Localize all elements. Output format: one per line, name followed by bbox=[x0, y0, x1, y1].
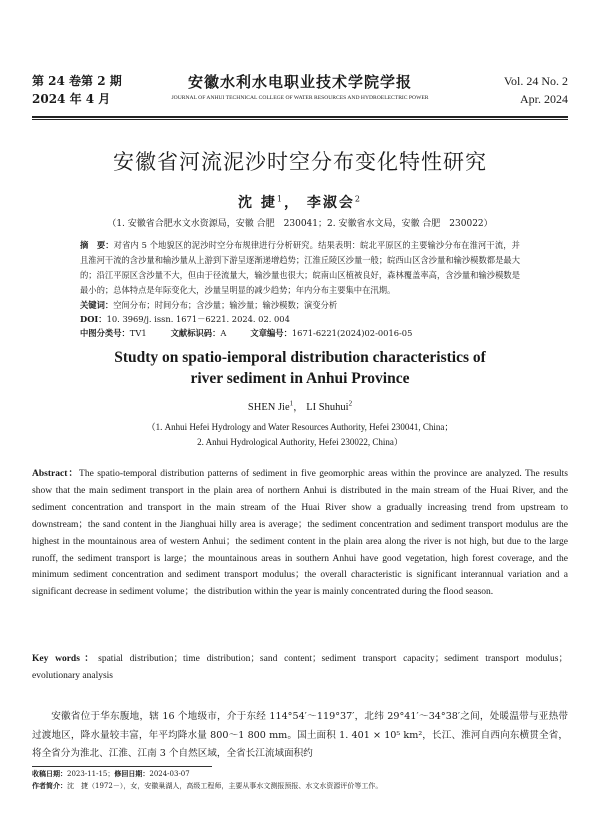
header-rule-thin bbox=[32, 119, 568, 120]
footnote-dates bbox=[32, 768, 568, 780]
received-label: 收稿日期： bbox=[32, 769, 67, 778]
author-2-en-sup: 2 bbox=[348, 399, 353, 408]
revised-value: 2024-03-07 bbox=[149, 770, 190, 778]
received-value: 2023-11-15； bbox=[67, 770, 115, 778]
header-left bbox=[32, 72, 122, 108]
authors-en-sep: ， bbox=[293, 402, 304, 413]
abstract-en bbox=[32, 466, 568, 601]
article-number-value: 1671-6221(2024)02-0016-05 bbox=[291, 328, 413, 338]
paper-title-cn: 安徽省河流泥沙时空分布变化特性研究 bbox=[113, 150, 487, 174]
author-1-en-sup: 1 bbox=[289, 399, 294, 408]
keywords-en-label: Key words： bbox=[32, 654, 99, 664]
date-en: Apr. 2024 bbox=[520, 92, 568, 106]
paper-title-en-line2: river sediment in Anhui Province bbox=[190, 370, 410, 387]
affiliation-en bbox=[0, 420, 600, 450]
doi-line bbox=[80, 312, 520, 326]
body-paragraph: 安徽省位于华东腹地，辖 16 个地级市，介于东经 114°54′～119°37′，北纬 29°41′～34°38′之间，处暖温带与亚热带过渡地区，降水量较丰富，年平均降水量 800～1 800 mm。国土面积 1. 401 × 10⁵ km²，长江、淮河自西向东横贯全省，将全省分为淮北、江淮、江南 3 个自然区域，全省长江流域面积约 bbox=[32, 711, 568, 759]
affiliation-en-line1: （1. Anhui Hefei Hydrology and Water Resources Authority, Hefei 230041, China； bbox=[146, 422, 454, 432]
journal-header bbox=[32, 72, 568, 114]
author-1-cn-sup: 1 bbox=[276, 194, 284, 204]
keywords-cn bbox=[80, 298, 520, 312]
clc-value: TV1 bbox=[129, 328, 147, 338]
article-number-label: 文章编号： bbox=[250, 328, 292, 338]
author-2-cn: 李淑会 bbox=[306, 195, 355, 211]
abstract-cn-label: 摘 要： bbox=[80, 240, 114, 250]
paper-title-en bbox=[0, 347, 600, 389]
journal-name-en: JOURNAL OF ANHUI TECHNICAL COLLEGE OF WATER RESOURCES AND HYDROELECTRIC POWER bbox=[171, 95, 429, 101]
affiliation-en-line2: 2. Anhui Hydrological Authority, Hefei 230022, China） bbox=[197, 437, 403, 447]
author-2-cn-sup: 2 bbox=[354, 194, 362, 204]
journal-name-cn: 安徽水利水电职业技术学院学报 bbox=[187, 73, 412, 91]
author-bio-value: 沈 捷（1972－），女，安徽巢湖人，高级工程师，主要从事水文测报预报、水文水资源评价等工作。 bbox=[67, 782, 383, 790]
authors-cn bbox=[0, 192, 600, 212]
authors-cn-sep: ， bbox=[284, 195, 300, 211]
footnote-rule bbox=[32, 766, 212, 767]
affiliation-cn: （1. 安徽省合肥水文水资源局，安徽 合肥 230041；2. 安徽省水文局，安徽 合肥 230022） bbox=[107, 219, 493, 229]
abstract-en-label: Abstract： bbox=[32, 469, 80, 479]
footnote bbox=[32, 768, 568, 792]
abstract-en-text: The spatio-temporal distribution patterns of sediment in five geomorphic areas within the province are analyzed. The results show that the main sediment transport in the plain area of northern Anhui is distributed in the main stream of the Huai River, and the sediment concentration and transport in the main stream of the Huai River show a gradually increasing trend from upstream to downstream；the sand content in the Jianghuai hilly area is average；the sediment concentration and sediment transport modulus are the highest in the mountainous area of western Anhui；the sediment content in the plain area along the river is not high, but due to the large runoff, the sediment transport is large；the mountainous areas in southern Anhui have good vegetation, high forest coverage, and the minimum sediment concentration and sediment transport modulus；the overall characteristic is significant interannual variation and a significant decrease in sediment volume；the distribution within the year is mainly concentrated during the flood season. bbox=[32, 469, 569, 598]
authors-en bbox=[0, 399, 600, 414]
header-right bbox=[504, 72, 568, 108]
keywords-en bbox=[32, 651, 568, 685]
author-1-en: SHEN Jie bbox=[247, 402, 290, 413]
author-bio-label: 作者简介： bbox=[32, 781, 67, 790]
abstract-cn-block bbox=[80, 238, 520, 340]
header-center bbox=[152, 72, 448, 104]
abstract-cn bbox=[80, 238, 520, 298]
keywords-cn-text: 空间分布；时间分布；含沙量；输沙量；输沙模数；演变分析 bbox=[113, 300, 338, 310]
volume-cn: 第 24 卷第 2 期 bbox=[32, 74, 122, 88]
keywords-en-text: spatial distribution；time distribution；sand content；sediment transport capacity；sediment transport modulus；evolutionary analysis bbox=[32, 654, 568, 681]
doi-text: 10. 3969/j. issn. 1671－6221. 2024. 02. 004 bbox=[106, 314, 290, 324]
header-rule bbox=[32, 116, 568, 118]
author-2-en: LI Shuhui bbox=[306, 402, 349, 413]
classification-line bbox=[80, 326, 520, 340]
date-cn: 2024 年 4 月 bbox=[32, 92, 111, 106]
abstract-cn-text: 对省内 5 个地貌区的泥沙时空分布规律进行分析研究。结果表明：皖北平原区的主要输沙分布在淮河干流，并且淮河干流的含沙量和输沙量从上游到下游呈逐渐递增趋势；江淮丘陵区沙量一般；皖西山区含沙量和输沙模数都是最大的；沿江平原区含沙量不大，但由于径流量大，输沙量也很大；皖南山区植被良好，森林覆盖率高，含沙量和输沙模数是最小的；总体特点是年际变化大，沙量呈明显的减少趋势；年内分布主要集中在汛期。 bbox=[80, 240, 520, 295]
volume-en: Vol. 24 No. 2 bbox=[503, 74, 568, 88]
revised-label: 修回日期： bbox=[114, 769, 150, 778]
clc-label: 中图分类号： bbox=[80, 328, 130, 338]
footnote-author bbox=[32, 780, 568, 792]
doi-label: DOI： bbox=[80, 314, 107, 324]
doc-code-label: 文献标识码： bbox=[170, 328, 221, 338]
doc-code-value: A bbox=[220, 328, 227, 338]
paper-title-en-line1: Studty on spatio-iemporal distribution characteristics of bbox=[114, 349, 486, 366]
author-1-cn: 沈 捷 bbox=[238, 195, 277, 211]
keywords-cn-label: 关键词： bbox=[80, 300, 114, 310]
